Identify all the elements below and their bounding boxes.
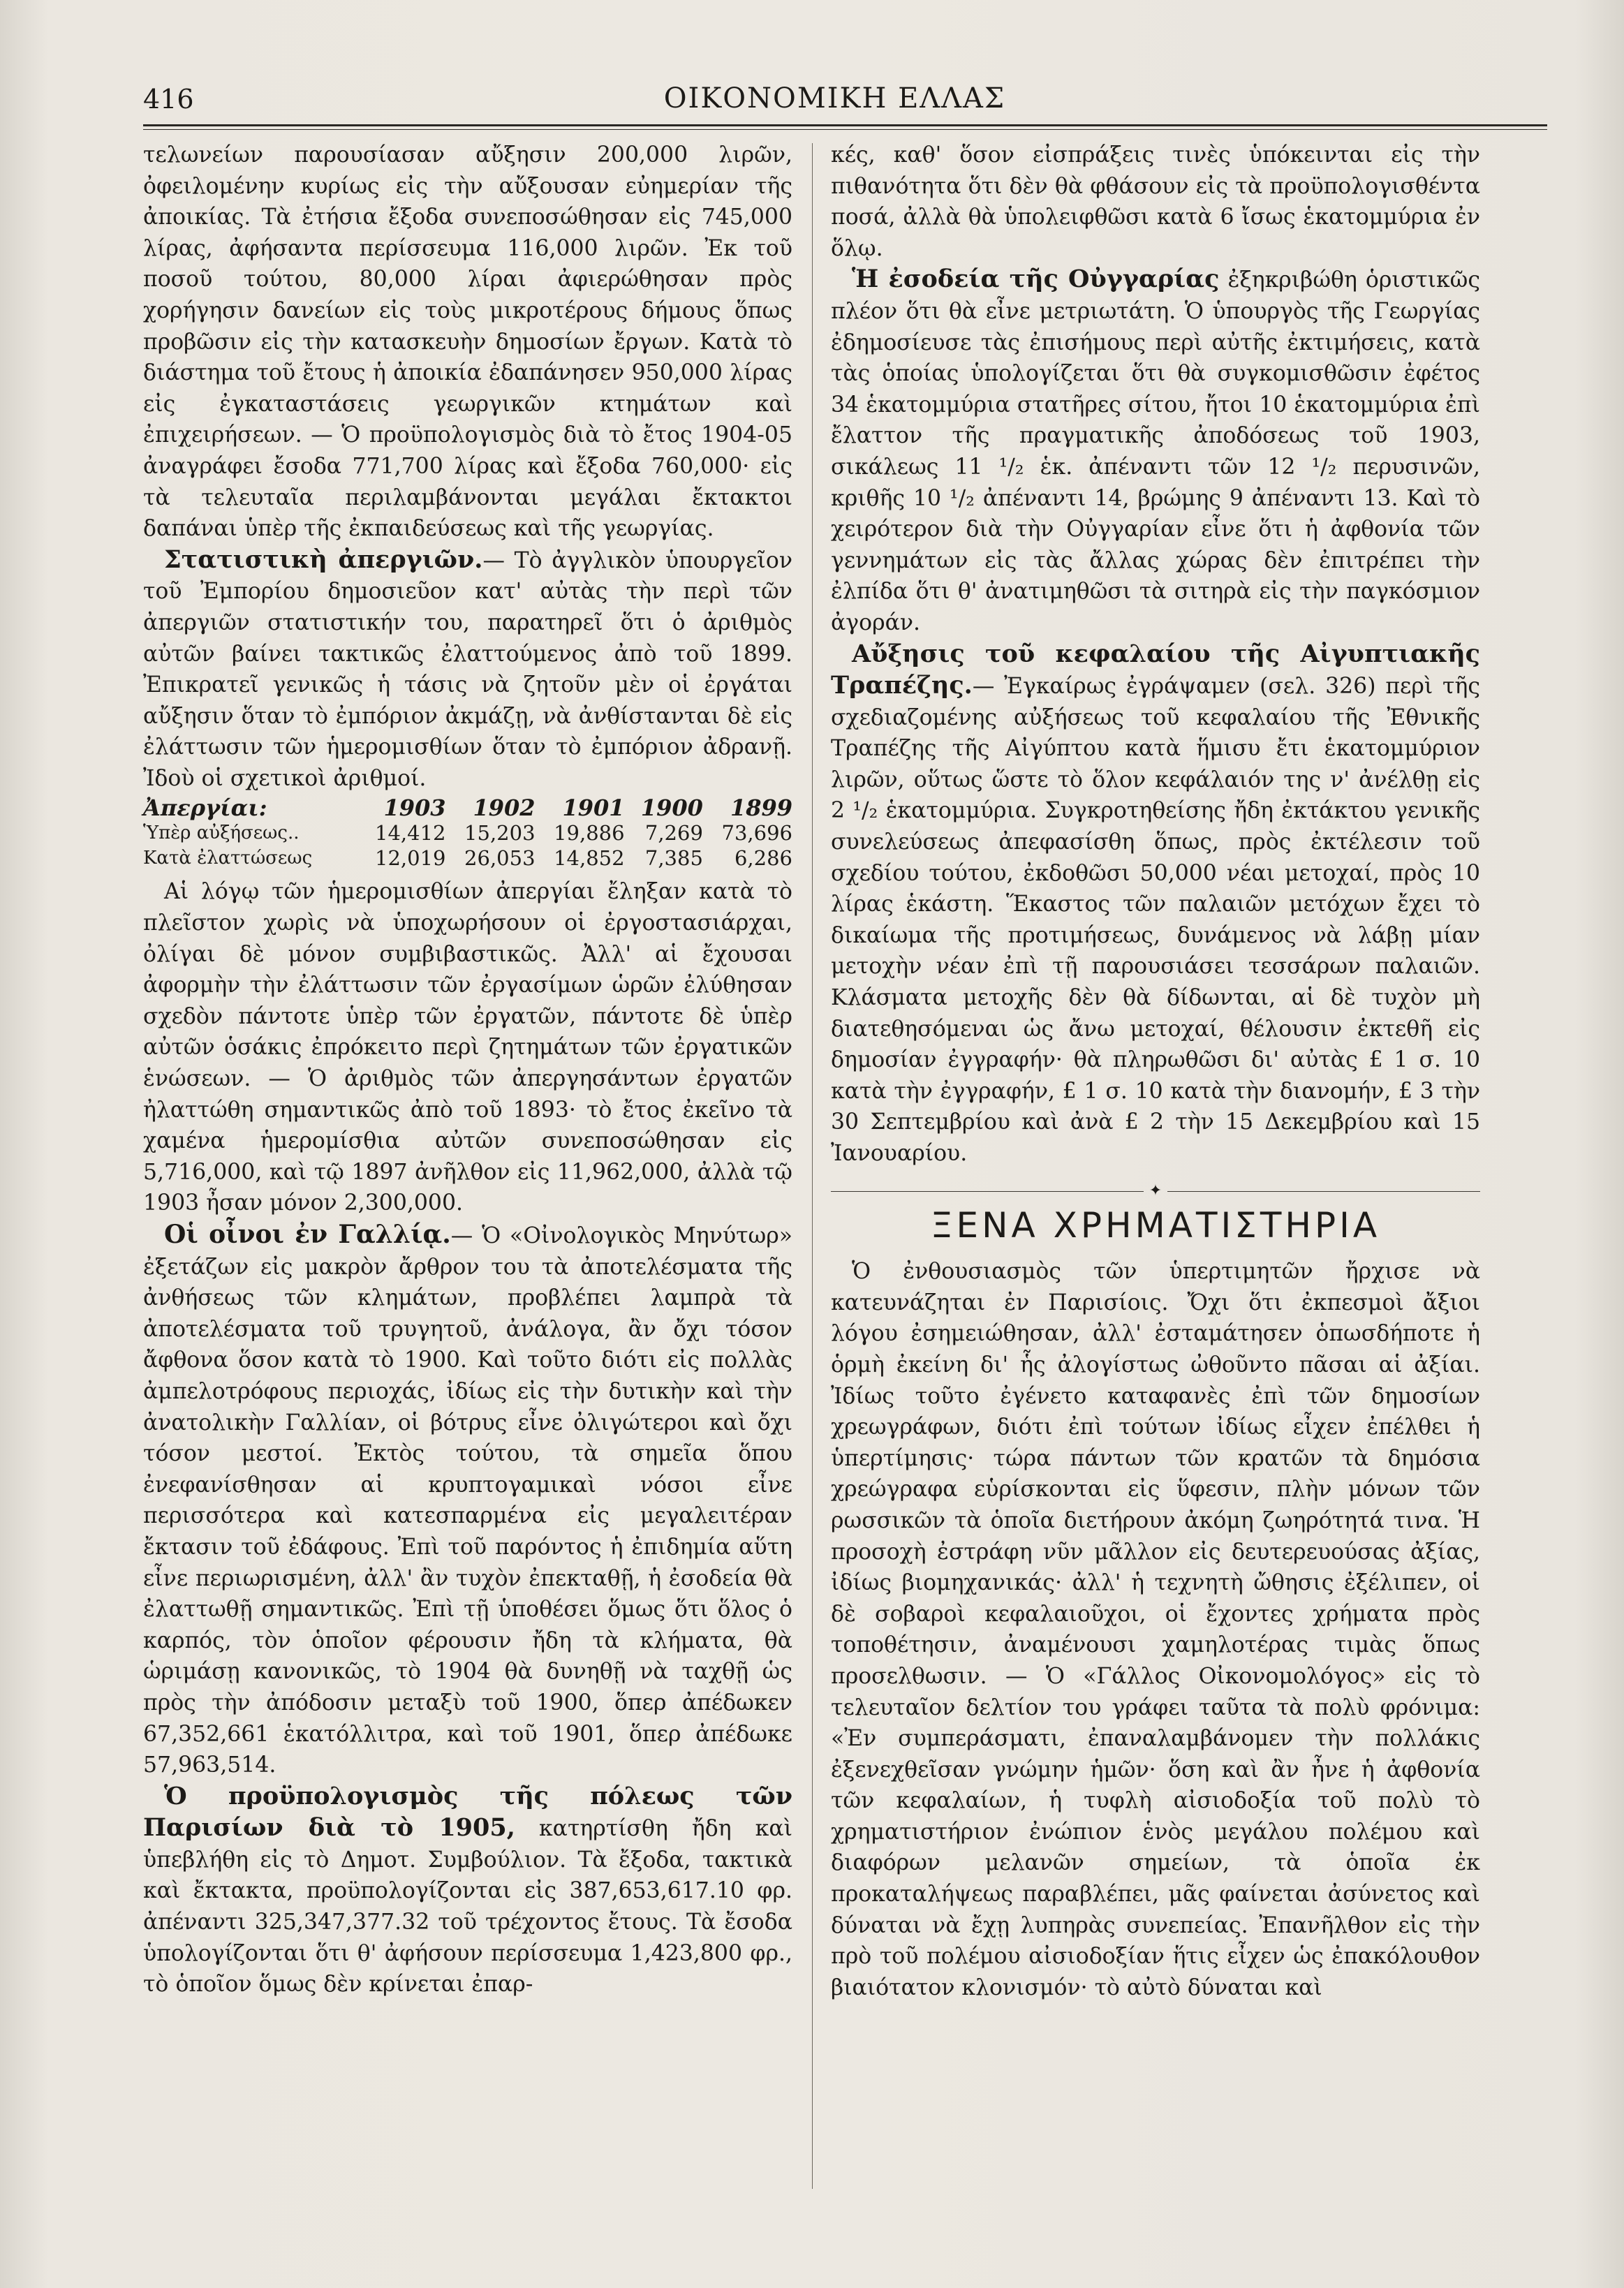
table-cell: 7,269 — [644, 821, 703, 846]
page-header — [143, 70, 1526, 126]
article-paragraph: τελωνείων παρουσίασαν αὔξησιν 200,000 λιρῶν, ὀφειλομένην κυρίως εἰς τὴν αὔξουσαν εὐημερίαν τῆς ἀποικίας. Τὰ ἐτήσια ἔξοδα συνεποσώθησαν εἰς 745,000 λίρας, ἀφήσαντα περίσσευμα 116,000 λιρῶν. Ἐκ τοῦ ποσοῦ τούτου, 80,000 λίραι ἀφιερώθησαν πρὸς χορήγησιν δανείων εἰς τοὺς μικροτέρους δήμους ὅπως προβῶσιν εἰς τὴν κατασκευὴν δημοσίων ἔργων. Κατὰ τὸ διάστημα τοῦ ἔτους ἡ ἀποικία ἐδαπάνησεν 950,000 λίρας εἰς ἐγκαταστάσεις γεωργικῶν κτημάτων καὶ ἐπιχειρήσεων. — Ὁ προϋπολογισμὸς διὰ τὸ ἔτος 1904-05 ἀναγράφει ἔσοδα 771,700 λίρας καὶ ἔξοδα 760,000· εἰς τὰ τελευταῖα περιλαμβάνονται μεγάλαι ἔκτακτοι δαπάναι ὑπὲρ τῆς ἐκπαιδεύσεως καὶ τῆς γεωργίας. — [143, 142, 792, 542]
table-cell: Ὑπὲρ αὐξήσεως.. — [143, 822, 300, 844]
article-paragraph: Ὁ ἐνθουσιασμὸς τῶν ὑπερτιμητῶν ἤρχισε νὰ κατευνάζηται ἐν Παρισίοις. Ὄχι ὅτι ἐκπεσμοὶ ἄξιοι λόγου ἐσημειώθησαν, ἀλλ' ἐσταμάτησεν ὁπωσδήποτε ἡ ὁρμὴ ἐκείνη δι' ἧς ἀλογίστως ὠθοῦντο πᾶσαι αἱ ἀξίαι. Ἰδίως τοῦτο ἐγένετο καταφανὲς ἐπὶ τῶν δημοσίων χρεωγράφων, διότι ἐπὶ τούτων ἰδίως εἶχεν ἐπέλθει ἡ ὑπερτίμησις· τώρα πάντων τῶν κρατῶν τὰ δημόσια χρεώγραφα εὑρίσκονται εἰς ὕφεσιν, πλὴν μόνων τῶν ρωσσικῶν τὰ ὁποῖα διετήρουν ἀκόμη ζωηρότητά τινα. Ἡ προσοχὴ ἐστράφη νῦν μᾶλλον εἰς δευτερευούσας ἀξίας, ἰδίως βιομηχανικάς· ἀλλ' ἡ τεχνητὴ ὤθησις ἐξέλιπεν, οἱ δὲ σοβαροὶ κεφαλαιοῦχοι, οἱ ἔχοντες χρήματα πρὸς τοποθέτησιν, ἀναμένουσι χαμηλοτέρας τιμὰς ὅπως προσελθωσιν. — Ὁ «Γάλλος Οἰκονομολόγος» εἰς τὸ τελευταῖον δελτίον του γράφει ταῦτα τὰ πολὺ φρόνιμα: «Ἐν συμπεράσματι, ἐπαναλαμβάνομεν τὴν πολλάκις ἐξενεχθεῖσαν γνώμην ἡμῶν· ὅση καὶ ἂν ἦνε ἡ ἀφθονία τῶν κεφαλαίων, ἡ τυφλὴ αἰσιοδοξία τοῦ πολὺ τὸ χρηματιστήριον ἐνώπιον ἑνὸς μεγάλου πολέμου καὶ διαφόρων μελανῶν σημείων, τὰ ὁποῖα ἐκ προκαταλήψεως παραβλέπει, μᾶς φαίνεται ἀσύνετος καὶ δύναται νὰ ἔχῃ λυπηρὰς συνεπείας. Ἐπανῆλθον εἰς τὴν πρὸ τοῦ πολέμου αἰσιοδοξίαν ἥτις εἶχεν ὡς ἐπακόλουθον βιαιότατον κλονισμόν· τὸ αὐτὸ δύναται καὶ — [831, 1259, 1480, 2000]
right-column — [831, 140, 1480, 2003]
table-cell: 14,412 — [375, 821, 446, 846]
article-heading: Ἡ ἐσοδεία τῆς Οὐγγαρίας — [852, 265, 1220, 294]
article-heading: Οἱ οἶνοι ἐν Γαλλίᾳ. — [164, 1220, 451, 1249]
table-cell: 26,053 — [464, 846, 536, 871]
article-egyptian-bank — [831, 639, 1480, 1169]
table-row — [143, 846, 792, 871]
article-body: — Τὸ ἀγγλικὸν ὑπουργεῖον τοῦ Ἐμπορίου δημοσιεῦον κατ' αὐτὰς τὴν περὶ τῶν ἀπεργιῶν στατιστικήν του, παρατηρεῖ ὅτι ὁ ἀριθμὸς αὐτῶν βαίνει τακτικῶς ἐλαττούμενος ἀπὸ τοῦ 1899. Ἐπικρατεῖ γενικῶς ἡ τάσις νὰ ζητοῦν μὲν οἱ ἐργάται αὔξησιν ὅταν τὸ ἐμπόριον ἀκμάζῃ, νὰ ἀνθίστανται δὲ εἰς ἐλάττωσιν τῶν ἡμερομισθίων ὅταν τὸ ἐμπόριον ἀδρανῇ. Ἰδοὺ οἱ σχετικοὶ ἀριθμοί. — [143, 547, 792, 791]
column-divider — [812, 143, 813, 2189]
article-body: ἐξηκριβώθη ὁριστικῶς πλέον ὅτι θὰ εἶνε μετριωτάτη. Ὁ ὑπουργὸς τῆς Γεωργίας ἐδημοσίευσε τὰς ἐπισήμους περὶ αὐτῆς ἐκτιμήσεις, κατὰ τὰς ὁποίας ὑπολογίζεται ὅτι θὰ συγκομισθῶσιν ἐφέτος 34 ἑκατομμύρια στατῆρες σίτου, ἤτοι 10 ἑκατομμύρια ἐπὶ ἔλαττον τῆς πραγματικῆς ἀποδόσεως τοῦ 1903, σικάλεως 11 ¹/₂ ἑκ. ἀπέναντι τῶν 12 ¹/₂ περυσινῶν, κριθῆς 10 ¹/₂ ἀπέναντι 14, βρώμης 9 ἀπέναντι 13. Καὶ τὸ χειρότερον διὰ τὴν Οὐγγαρίαν εἶνε ὅτι ἡ ἀφθονία τῶν γεννημάτων εἰς τὰς ἄλλας χώρας δὲν ἐπιτρέπει τὴν ἐλπίδα ὅτι θ' ἀνατιμηθῶσι τὰ σιτηρὰ εἰς τὴν παγκόσμιον ἀγοράν. — [831, 267, 1481, 635]
section-divider — [831, 1182, 1480, 1200]
table-header-cell: 1902 — [473, 795, 536, 822]
strikes-table — [143, 795, 792, 871]
table-cell: 73,696 — [721, 821, 792, 846]
article-strikes — [143, 545, 792, 795]
table-header-cell: 1900 — [640, 795, 703, 822]
section-title: ΞΕΝΑ ΧΡΗΜΑΤΙΣΤΗΡΙΑ — [930, 1204, 1381, 1246]
article-hungary-harvest — [831, 264, 1480, 638]
page-number: 416 — [143, 84, 194, 115]
left-column — [143, 140, 792, 2000]
article-body: κατηρτίσθη ἤδη καὶ ὑπεβλήθη εἰς τὸ Δημοτ. Συμβούλιον. Τὰ ἔξοδα, τακτικὰ καὶ ἔκτακτα, προϋπολογίζονται εἰς 387,653,617.10 φρ. ἀπέναντι 325,347,377.32 τοῦ τρέχοντος ἔτους. Τὰ ἔσοδα ὑπολογίζονται ὅτι θ' ἀφήσουν περίσσευμα 1,423,800 φρ., τὸ ὁποῖον ὅμως δὲν κρίνεται ἐπαρ- — [143, 1816, 792, 1998]
article-paris-budget — [143, 1781, 792, 2000]
article-heading: Αὔξησις τοῦ κεφαλαίου τῆς Αἰγυπτιακῆς Τραπέζης. — [831, 639, 1480, 700]
table-cell: 6,286 — [734, 846, 792, 871]
article-paragraph: κές, καθ' ὅσον εἰσπράξεις τινὲς ὑπόκεινται εἰς τὴν πιθανότητα ὅτι δὲν θὰ φθάσουν εἰς τὰ προϋπολογισθέντα ποσά, ἀλλὰ θὰ ὑπολειφθῶσι κατὰ 6 ἴσως ἑκατομμύρια ἐν ὅλῳ. — [831, 142, 1480, 261]
running-title: ΟΙΚΟΝΟΜΙΚΗ ΕΛΛΑΣ — [663, 82, 1006, 115]
article-paragraph: Αἱ λόγῳ τῶν ἡμερομισθίων ἀπεργίαι ἔληξαν κατὰ τὸ πλεῖστον χωρὶς νὰ ὑποχωρήσουν οἱ ἐργοστασιάρχαι, ὀλίγαι δὲ μόνον συμβιβαστικῶς. Ἀλλ' αἱ ἔχουσαι ἀφορμὴν τὴν ἐλάττωσιν τῶν ἐργασίμων ὡρῶν ἐλύθησαν σχεδὸν πάντοτε ὑπὲρ τῶν ἐργατῶν, πάντοτε δὲ ὑπὲρ αὐτῶν ὁσάκις ἐπρόκειτο περὶ ζητημάτων τῶν ἐργατικῶν ἑνώσεων. — Ὁ ἀριθμὸς τῶν ἀπεργησάντων ἐργατῶν ἠλαττώθη σημαντικῶς ἀπὸ τοῦ 1893· τὸ ἔτος ἐκεῖνο τὰ χαμένα ἡμερομίσθια αὐτῶν συνεποσώθησαν εἰς 5,716,000, καὶ τῷ 1897 ἀνῆλθον εἰς 11,962,000, ἀλλὰ τῷ 1903 ἦσαν μόνον 2,300,000. — [143, 879, 792, 1216]
ornament-icon: ✦ — [1149, 1182, 1162, 1200]
table-cell: 12,019 — [375, 846, 446, 871]
table-cell: 7,385 — [644, 846, 703, 871]
table-header-cell: Ἀπεργίαι: — [143, 795, 267, 822]
article-body: — Ἐγκαίρως ἐγράψαμεν (σελ. 326) περὶ τῆς σχεδιαζομένης αὐξήσεως τοῦ κεφαλαίου τῆς Ἐθνικῆς Τραπέζης τῆς Αἰγύπτου κατὰ ἥμισυ ἔτι ἑκατομμύριον λιρῶν, οὕτως ὥστε τὸ ὅλον κεφάλαιόν της ν' ἀνέλθῃ εἰς 2 ¹/₂ ἑκατομμύρια. Συγκροτηθείσης ἤδη ἐκτάκτου γενικῆς συνελεύσεως ἀπεφασίσθη ὅπως, πρὸς ἐκτέλεσιν τοῦ σχεδίου τούτου, ἐκδοθῶσι 50,000 νέαι μετοχαί, πρὸς 10 λίρας ἑκάστη. Ἕκαστος τῶν παλαιῶν μετόχων ἔχει τὸ δικαίωμα τῆς προτιμήσεως, δυνάμενος νὰ λάβῃ μίαν μετοχὴν νέαν ἐπὶ τῇ παρουσιάσει τεσσάρων παλαιῶν. Κλάσματα μετοχῆς δὲν θὰ δίδωνται, αἱ δὲ τυχὸν μὴ διατεθησόμεναι ὡς ἄνω μετοχαί, θέλουσιν ἐκτεθῆ εἰς δημοσίαν ἐγγραφήν· θὰ πληρωθῶσι δι' αὐτὰς £ 1 σ. 10 κατὰ τὴν ἐγγραφήν, £ 1 σ. 10 κατὰ τὴν διανομήν, £ 3 τὴν 30 Σεπτεμβρίου καὶ ἀνὰ £ 2 τὴν 15 Δεκεμβρίου καὶ 15 Ἰανουαρίου. — [831, 674, 1480, 1166]
table-cell: 14,852 — [554, 846, 625, 871]
table-header-row — [143, 795, 792, 820]
table-cell: 15,203 — [464, 821, 536, 846]
article-body: — Ὁ «Οἰνολογικὸς Μηνύτωρ» ἐξετάζων εἰς μακρὸν ἄρθρον του τὰ ἀποτελέσματα τῆς ἀνθήσεως τῶν κλημάτων, προβλέπει λαμπρὰ τὰ ἀποτελέσματα τοῦ τρυγητοῦ, ἀνάλογα, ἂν ὄχι τόσον ἄφθονα ὅσον κατὰ τὸ 1900. Καὶ τοῦτο διότι εἰς πολλὰς ἀμπελοτρόφους περιοχάς, ἰδίως εἰς τὴν δυτικὴν καὶ τὴν ἀνατολικὴν Γαλλίαν, οἱ βότρυς εἶνε ὀλιγώτεροι καὶ ὄχι τόσον μεστοί. Ἐκτὸς τούτου, τὰ σημεῖα ὅπου ἐνεφανίσθησαν αἱ κρυπτογαμικαὶ νόσοι εἶνε περισσότερα καὶ κατεσπαρμένα εἰς μεγαλειτέραν ἔκτασιν τοῦ ἐδάφους. Ἐπὶ τοῦ παρόντος ἡ ἐπιδημία αὕτη εἶνε περιωρισμένη, ἀλλ' ἂν τυχὸν ἐπεκταθῇ, ἡ ἐσοδεία θὰ ἐλαττωθῇ σημαντικῶς. Ἐπὶ τῇ ὑποθέσει ὅμως ὅτι ὅλος ὁ καρπός, τὸν ὁποῖον φέρουσιν ἤδη τὰ κλήματα, θὰ ὡριμάσῃ κανονικῶς, τὸ 1904 θὰ δυνηθῇ νὰ ταχθῇ ὡς πρὸς τὴν ἀπόδοσιν μεταξὺ τοῦ 1900, ὅπερ ἀπέδωκεν 67,352,661 ἑκατόλλιτρα, καὶ τοῦ 1901, ὅπερ ἀπέδωκε 57,963,514. — [143, 1223, 792, 1778]
header-rule — [143, 124, 1547, 130]
divider-line — [831, 1191, 1144, 1192]
article-heading: Στατιστικὴ ἀπεργιῶν. — [164, 545, 483, 574]
article-wines — [143, 1219, 792, 1781]
table-header-cell: 1903 — [383, 795, 446, 822]
article-heading: Ὁ προϋπολογισμὸς τῆς πόλεως τῶν Παρισίων διὰ τὸ 1905, — [143, 1781, 792, 1843]
table-header-cell: 1899 — [730, 795, 792, 822]
divider-line — [1167, 1191, 1480, 1192]
table-cell: Κατὰ ἐλαττώσεως — [143, 848, 313, 869]
table-cell: 19,886 — [554, 821, 625, 846]
table-row — [143, 820, 792, 846]
table-header-cell: 1901 — [562, 795, 625, 822]
